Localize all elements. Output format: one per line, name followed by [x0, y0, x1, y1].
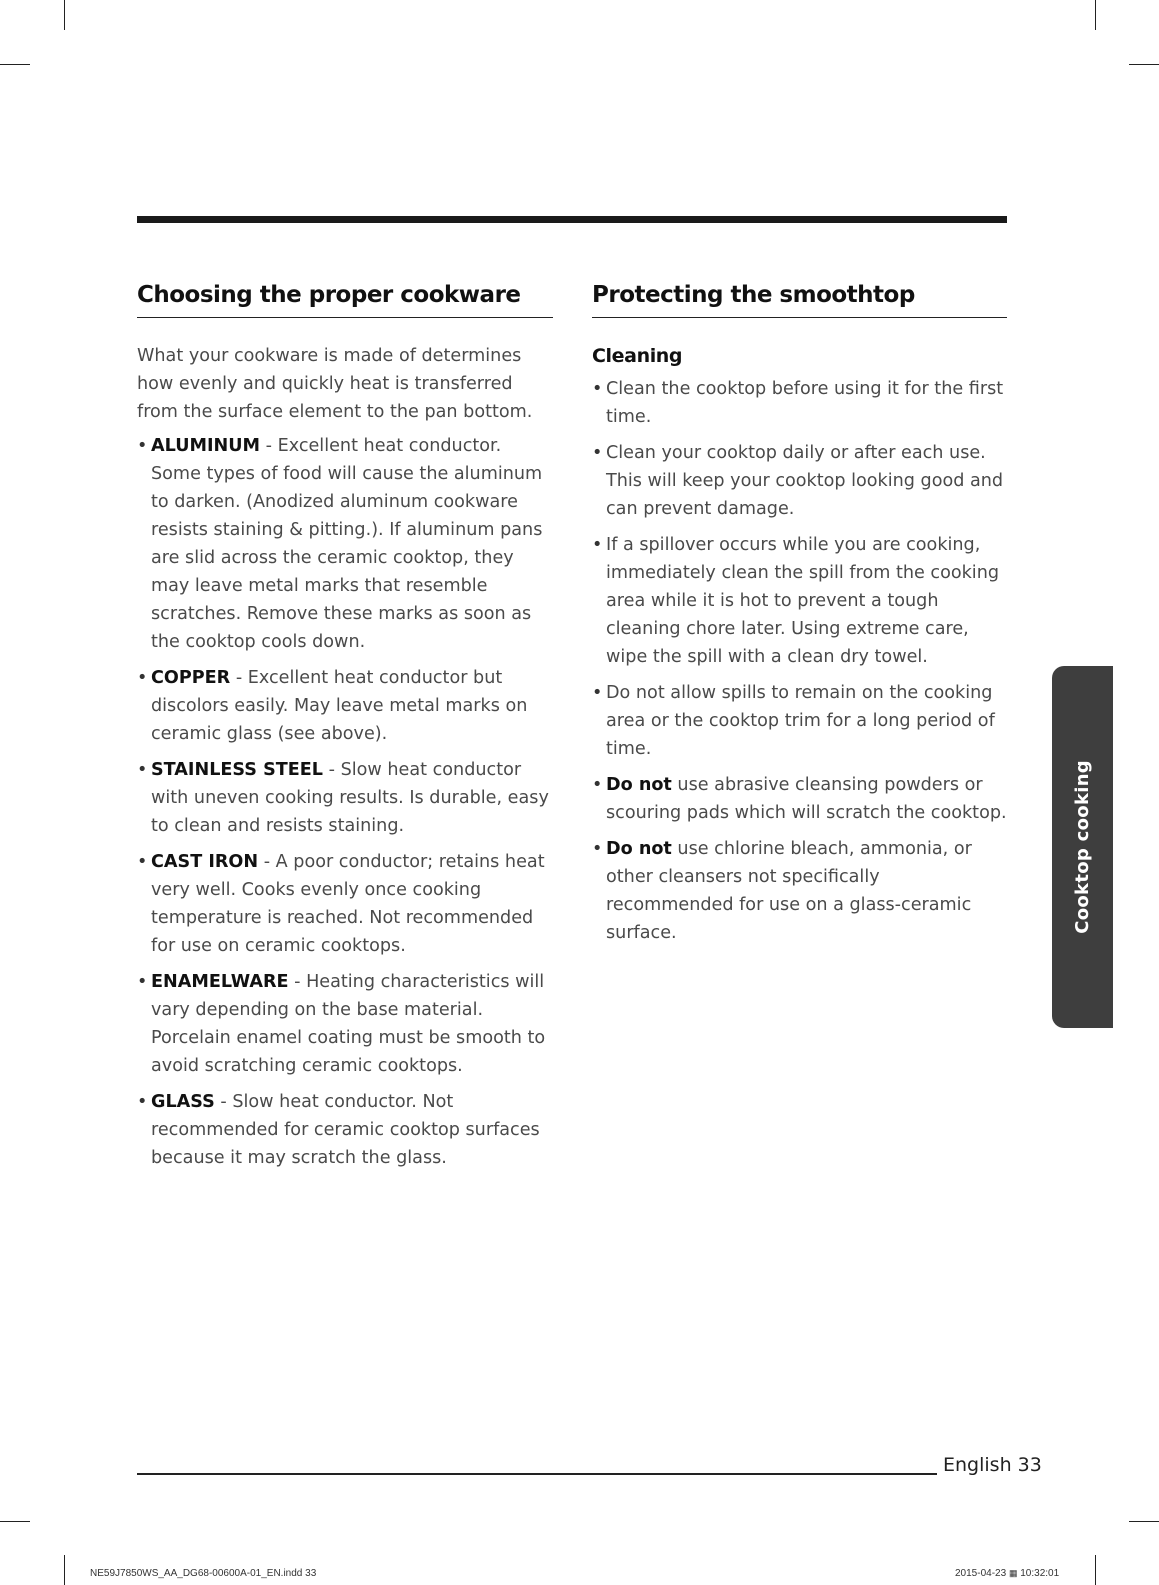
keyword: COPPER	[151, 668, 231, 688]
item-text: - A poor conductor; retains heat very well. Cooks evenly once cooking temperature is reached. Not recommended for use on ceramic cooktops.	[151, 852, 545, 956]
page-number: 33	[1017, 1454, 1042, 1476]
crop-mark	[64, 1555, 65, 1585]
keyword: ALUMINUM	[151, 436, 261, 456]
cookware-section	[137, 282, 553, 1180]
calendar-icon: ▦	[1008, 1568, 1018, 1578]
crop-mark	[0, 1521, 30, 1522]
list-item	[137, 664, 553, 748]
list-item	[592, 679, 1007, 763]
item-text: use chlorine bleach, ammonia, or other cleansers not specifically recommended for use on a glass-ceramic surface.	[606, 839, 972, 943]
list-item	[592, 771, 1007, 827]
section-title-smoothtop: Protecting the smoothtop	[592, 282, 1007, 318]
chapter-tab-label: Cooktop cooking	[1072, 760, 1093, 934]
print-slug-timestamp	[955, 1568, 1059, 1579]
print-slug-file: NE59J7850WS_AA_DG68-00600A-01_EN.indd 33	[90, 1568, 317, 1579]
cookware-list	[137, 432, 553, 1172]
crop-mark	[1095, 1555, 1096, 1585]
item-text: If a spillover occurs while you are cooking, immediately clean the spill from the cooking area while it is hot to prevent a tough cleaning chore later. Using extreme care, wipe the spill with a clean dry towel.	[606, 535, 1000, 667]
crop-mark	[0, 64, 30, 65]
keyword: GLASS	[151, 1092, 215, 1112]
list-item	[137, 756, 553, 840]
item-text: - Heating characteristics will vary depending on the base material. Porcelain enamel coating must be smooth to avoid scratching ceramic cooktops.	[151, 972, 546, 1076]
list-item	[592, 375, 1007, 431]
chapter-tab	[1052, 666, 1113, 1028]
item-text: - Slow heat conductor with uneven cooking results. Is durable, easy to clean and resists staining.	[151, 760, 549, 836]
crop-mark	[64, 0, 65, 30]
keyword: Do not	[606, 839, 672, 859]
list-item	[592, 835, 1007, 947]
crop-mark	[1095, 0, 1096, 30]
subsection-title-cleaning: Cleaning	[592, 345, 683, 367]
item-text: - Slow heat conductor. Not recommended for ceramic cooktop surfaces because it may scratch the glass.	[151, 1092, 540, 1168]
cleaning-list	[592, 375, 1007, 947]
list-item	[137, 848, 553, 960]
item-text: - Excellent heat conductor but discolors easily. May leave metal marks on ceramic glass (see above).	[151, 668, 528, 744]
item-text: Clean your cooktop daily or after each use. This will keep your cooktop looking good and can prevent damage.	[606, 443, 1004, 519]
item-text: Clean the cooktop before using it for the first time.	[606, 379, 1004, 427]
cookware-intro: What your cookware is made of determines how evenly and quickly heat is transferred from the surface element to the pan bottom.	[137, 346, 533, 422]
footer-page-label	[943, 1454, 1042, 1476]
list-item	[592, 439, 1007, 523]
footer-language: English	[943, 1454, 1012, 1476]
smoothtop-section	[592, 282, 1007, 955]
slug-date: 2015-04-23	[955, 1568, 1007, 1579]
crop-mark	[1129, 1521, 1159, 1522]
list-item	[137, 1088, 553, 1172]
keyword: ENAMELWARE	[151, 972, 289, 992]
item-text: Do not allow spills to remain on the cooking area or the cooktop trim for a long period of time.	[606, 683, 995, 759]
section-title-cookware: Choosing the proper cookware	[137, 282, 553, 318]
list-item	[592, 531, 1007, 671]
crop-mark	[1129, 64, 1159, 65]
keyword: CAST IRON	[151, 852, 259, 872]
item-text: - Excellent heat conductor. Some types of food will cause the aluminum to darken. (Anodized aluminum cookware resists staining & pitting.). If aluminum pans are slid across the ceramic cooktop, they may leave metal marks that resemble scratches. Remove these marks as soon as the cooktop cools down.	[151, 436, 543, 652]
list-item	[137, 432, 553, 656]
keyword: Do not	[606, 775, 672, 795]
list-item	[137, 968, 553, 1080]
header-rule	[137, 216, 1007, 223]
item-text: use abrasive cleansing powders or scouring pads which will scratch the cooktop.	[606, 775, 1007, 823]
slug-time: 10:32:01	[1020, 1568, 1060, 1579]
keyword: STAINLESS STEEL	[151, 760, 324, 780]
footer-rule	[137, 1473, 937, 1475]
